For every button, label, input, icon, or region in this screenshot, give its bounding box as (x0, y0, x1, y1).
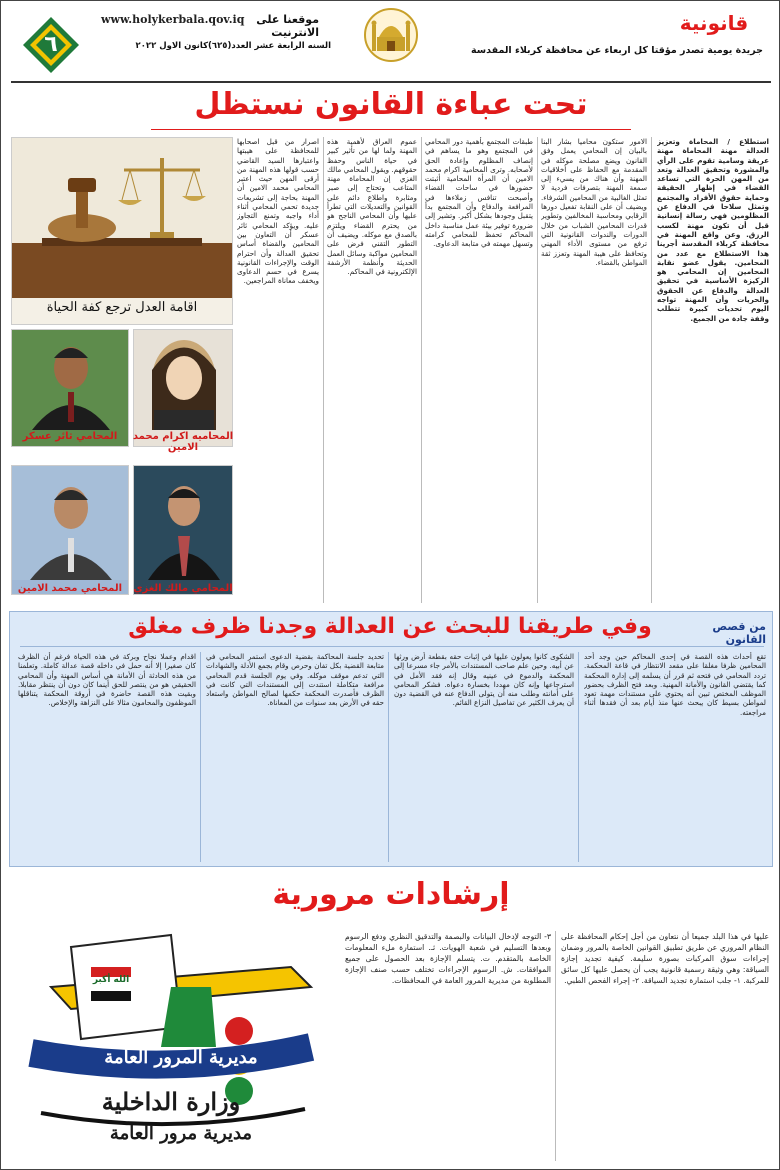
logo-title-bottom: مديرية مرور العامة (109, 1123, 253, 1144)
article-law-shelter (1, 85, 780, 607)
col-rule (200, 652, 201, 862)
logo-title-top: مديرية المرور العامة (104, 1047, 258, 1068)
justice-scale-icon (12, 138, 232, 298)
col-rule (555, 931, 556, 1161)
article2-col-1: تقع أحداث هذه القصة في إحدى المحاكم حين وجد أحد المحامين ظرفا مغلقا على مقعد الانتظار في قاعة المحكمة. تردد المحامي في فتحه ثم قرر أن يسلمه إلى إدارة المحكمة كما يقتضي القانون والأمانة المهنية. وبعد فتح الظرف بحضور الموظف المختص تبين أنه يحتوي على مستندات مهمة تعود لمواطن بسيط كان يبحث عنها منذ أيام بعد أن فقدها أثناء مراجعته. (584, 652, 766, 717)
article1-col-4: عموم العراق لأهمية هذه المهنة ولما لها من تأثير كبير في حياة الناس وحفظ حقوقهم. ويقول المحامي مالك الغزي إن المحاماة مهنة المتاعب وتحتاج إلى صبر ومثابرة واطلاع دائم على القوانين والتعديلات التي تطرأ عليها وأن المحامي الناجح هو من يحترم القضاء ويلتزم بالصدق مع موكله. ويضيف أن التطور التقني فرض على المحامين مواكبة وسائل العمل الحديثة وأنظمة الأرشفة الإلكترونية في المحاكم. (327, 137, 417, 277)
page-number: ٦ (44, 32, 58, 57)
section-label: من قصص القانون (712, 620, 766, 646)
shrine-logo-icon (363, 7, 419, 63)
person-portrait-icon (12, 330, 129, 430)
masthead (1, 1, 780, 83)
article1-headline: تحت عباءة القانون نستظل (194, 87, 588, 122)
article1-col-1: استطلاع / المحاماة وتعزيز العدالة مهنة المحاماة مهنة عريقة وسامية تقوم على الرأي والمشورة وتحقيق العدالة وتعد من المهن الحرة التي تساعد القضاء في إظهار الحقيقة وحماية حقوق الأفراد والمجتمع وتمثل سلاحا في الدفاع عن المظلومين فهي رسالة إنسانية قبل أن تكون مهنة لكسب الرزق. وعن واقع المهنة في محافظة كربلاء المقدسة أجرينا هذا الاستطلاع مع عدد من المحامين. يقول عضو نقابة المحامين إن المحامي هو الركيزة الأساسية في تحقيق العدالة والدفاع عن الحقوق والحريات وأن المهنة تواجه اليوم تحديات كبيرة تتطلب وقفة جادة من الجميع. (657, 137, 769, 323)
col-rule (388, 652, 389, 862)
lawyer-photo-4 (11, 465, 129, 595)
headline-rule (20, 646, 764, 647)
traffic-directorate-logo (11, 927, 335, 1163)
issue-info: السنه الرابعة عشر العدد(٦٢٥)كانون الاول ٢٠٢٢ (135, 41, 331, 51)
tagline: جريدة يومية تصدر مؤقتا كل اربعاء عن محافظة كربلاء المقدسة (471, 45, 763, 56)
article1-col-5: اصرار من قبل اصحابها للمحافظة على هيبتها واعتبارها السيد القاضي حسب قولها هذه المهنة من أرقى المهن حيث اعتبر المحامي محمد الامين أن المهنة بحاجة إلى تشريعات جديدة تحمي المحامي أثناء أداء واجبه وتمنع التجاوز عليه. ويؤكد المحامي ثائر عسكر أن التعاون بين المحامين والقضاة أساس تحقيق العدالة وأن احترام الوقت والإجراءات القانونية يسرع في حسم الدعاوى ويخفف معاناة المراجعين. (237, 137, 319, 286)
photo-caption-2: المحامي ثائر عسكر (22, 431, 118, 442)
article-sealed-envelope (9, 611, 773, 867)
person-portrait-icon (134, 330, 233, 430)
col-rule (537, 137, 538, 603)
website-url[interactable]: www.holykerbala.qov.iq (101, 13, 245, 26)
logo-ministry: وزارة الداخلية (101, 1087, 241, 1116)
article1-col-2: الامور ستكون محاميا بشار البنا بالبيان إن المحامي يعمل وفق القانون ويضع مصلحة موكله في المقدمة مع الحفاظ على أخلاقيات المهنة وأن هناك من يسيء إلى سمعة المهنة بتصرفات فردية لا تمثل الغالبية من المحامين الشرفاء. ويضيف أن على النقابة تفعيل دورها الرقابي ومحاسبة المخالفين وتطوير قدرات المحامين الشباب من خلال الدورات والندوات القانونية التي ترفع من مستوى الأداء المهني وتحافظ على هيبة المهنة وتعزز ثقة المواطن بالقضاء. (541, 137, 647, 267)
lawyer-photo-1 (133, 329, 233, 447)
photo-caption-1: المحاميه اكرام محمد الامين (132, 431, 234, 453)
article3-headline: إرشادات مرورية (272, 877, 510, 912)
person-portrait-icon (134, 466, 233, 580)
col-rule (651, 137, 652, 603)
article3-col-1: عليها في هذا البلد جميعا أن نتعاون من أجل إحكام المحافظة على النظام المروري عن طريق تطبيق القوانين الخاصة بالمرور وضمان إجراءات سوق المركبات بصورة سليمة. كيفية تجديد إجازة السياقة: وهي وثيقة رسمية قانونية يجب أن يحصل عليها كل سائق للمركبة. ١- جلب استمارة تجديد السياقة. ٢- إجراء الفحص الطبي. (561, 932, 769, 985)
website-label: موقعنا على الانترنيت (256, 13, 319, 39)
article3-col-2: ٣- التوجه لإدخال البيانات والبصمة والتدقيق النظري ودفع الرسوم وبعدها التسليم في شعبة الهويات. ثـ. استمارة ملء المعلومات الخاصة بالمتقدم. ت. يتسلم الإجازة بعد الحصول على جميع الموافقات. ش. الرسوم الإجراءات تختلف حسب صنف الإجازة المطلوبة من مديرية المرور العامة في المحافظات. (345, 932, 551, 985)
article2-col-4: اقدام وعملا نجاح وبركة في هذه الحياة فرغم أن الظرف كان صغيرا إلا أنه حمل في داخله قصة عدالة كاملة. وتعلمنا من هذه الحادثة أن الأمانة هي أساس المهنة وأن المحامي الحقيقي هو من ينتصر للحق أينما كان دون أن ينتظر مقابلا. وبقيت هذه القصة حاضرة في أروقة المحكمة يتناقلها الموظفون والمحامون مثالا على النزاهة والإخلاص. (18, 652, 196, 708)
lawyer-photo-3 (133, 465, 233, 595)
section-title: قانونية (679, 11, 749, 35)
article-traffic-guidance (1, 871, 780, 1169)
page-number-badge (21, 15, 81, 75)
photo-caption-3: المحامي مالك الغزي (133, 583, 233, 594)
article1-col-3: طبقات المجتمع بأهمية دور المحامي في المجتمع وهو ما يساهم في إنصاف المظلوم وإعادة الحق لأصحابه. وترى المحامية اكرام محمد الامين أن المرأة المحامية أثبتت حضورها في ساحات القضاء وأصبحت تنافس زملاءها في المرافعة والدفاع وأن المجتمع بدأ يتقبل وجودها بشكل أكبر. وتشير إلى ضرورة توفير بيئة عمل مناسبة داخل المحاكم تحفظ للمحامي كرامته وتسهل مهمته في متابعة الدعاوى. (425, 137, 533, 249)
headline-rule (151, 129, 631, 130)
section-title-box (667, 11, 761, 39)
col-rule (323, 137, 324, 603)
person-portrait-icon (12, 466, 129, 580)
header-divider (11, 81, 771, 83)
article2-col-3: تحديد جلسة المحاكمة بقضية الدعوى استمر المحامي في متابعة القضية بكل تفان وحرص وقام بجمع الأدلة والشهادات التي تدعم موقف موكله. وفي يوم الجلسة قدم المحامي مرافعة متكاملة استندت إلى المستندات التي كانت في الظرف فأصدرت المحكمة حكمها لصالح المواطن واستعاد حقه في الأرض بعد سنوات من المعاناة. (206, 652, 384, 708)
col-rule (421, 137, 422, 603)
article2-headline: وفي طريقنا للبحث عن العدالة وجدنا ظرف مغلق (128, 614, 652, 639)
col-rule (578, 652, 579, 862)
lawyer-photo-2 (11, 329, 129, 447)
article2-col-2: الشكوى كانوا يعولون عليها في إثبات حقه بقطعة أرض ورثها عن أبيه. وحين علم صاحب المستندات بالأمر جاء مسرعا إلى المحكمة والدموع في عينيه وقال إنه فقد الأمل في استرجاعها وإنه كان مهددا بخسارة دعواه. فشكر المحامي على أمانته وطلب منه أن يتولى الدفاع عنه في القضية دون أن يعرف الكثير عن تفاصيل النزاع القائم. (394, 652, 574, 708)
photo-caption-4: المحامي محمد الامين (17, 583, 123, 594)
illustration-caption: اقامة العدل ترجع كفة الحياة (46, 300, 198, 315)
emblem-text: الله أكبر (92, 975, 130, 985)
justice-illustration (11, 137, 233, 325)
